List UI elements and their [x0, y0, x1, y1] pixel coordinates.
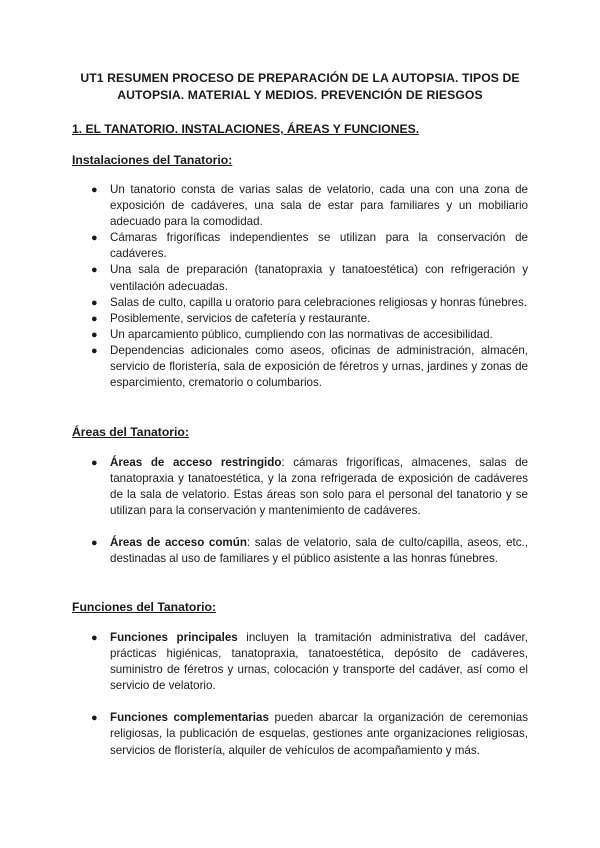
bullet-icon: ● — [91, 712, 98, 725]
bullet-icon: ● — [91, 632, 98, 644]
list-item-lead: Funciones principales — [110, 631, 238, 644]
list-item — [72, 295, 528, 311]
bullet-icon: ● — [91, 344, 98, 357]
bullet-icon: ● — [91, 232, 98, 245]
bullet-icon: ● — [91, 184, 98, 196]
list-item — [72, 710, 528, 758]
subheading-funciones: Funciones del Tanatorio: — [72, 600, 216, 614]
list-item-text: : cámaras frigoríficas, almacenes, salas de tanatopraxia y tanatoestética, y la zona refrigerada de exposición de cadáveres de la sala de velatorio. Estas áreas son solo para el personal del tanatorio y se utilizan para la conservación y mantenimiento de cadáveres. — [110, 456, 528, 518]
list-item — [72, 630, 528, 694]
areas-list — [72, 455, 528, 584]
bullet-icon: ● — [91, 328, 98, 341]
list-item — [72, 230, 528, 262]
bullet-icon: ● — [91, 537, 98, 550]
section-heading-tanatorio: 1. EL TANATORIO. INSTALACIONES, ÁREAS Y FUNCIONES. — [72, 122, 420, 136]
list-item-text: Posiblemente, servicios de cafetería y restaurante. — [110, 311, 371, 325]
bullet-icon: ● — [91, 312, 98, 325]
document-title: UT1 RESUMEN PROCESO DE PREPARACIÓN DE LA AUTOPSIA. TIPOS DE AUTOPSIA. MATERIAL Y MEDIOS. PREVENCIÓN DE RIESGOS — [80, 71, 520, 102]
instalaciones-list — [72, 182, 528, 391]
subheading-areas: Áreas del Tanatorio: — [72, 425, 189, 439]
list-item-text: Un tanatorio consta de varias salas de velatorio, cada una con una zona de exposición de cadáveres, una sala de estar para familiares y un mobiliario adecuado para la comodidad. — [110, 183, 528, 229]
bullet-icon: ● — [91, 296, 98, 309]
list-item-lead: Funciones complementarias — [110, 711, 269, 725]
list-item — [72, 535, 528, 567]
list-item-lead: Áreas de acceso común — [110, 536, 247, 550]
bullet-icon: ● — [91, 457, 98, 469]
subheading-instalaciones: Instalaciones del Tanatorio: — [72, 153, 233, 167]
list-item-text: Un aparcamiento público, cumpliendo con las normativas de accesibilidad. — [110, 327, 493, 341]
list-item — [72, 311, 528, 327]
list-item-text: pueden abarcar la organización de ceremonias religiosas, la publicación de esquelas, gestiones ante organizaciones religiosas, servicios de floristería, alquiler de vehículos de acompañamiento y más. — [110, 711, 528, 757]
bullet-icon: ● — [91, 264, 98, 277]
list-item-text: incluyen la tramitación administrativa del cadáver, prácticas higiénicas, tanatopraxia, tanatoestética, depósito de cadáveres, suministro de féretros y urnas, colocación y transporte del cadáver, así como el servicio de velatorio. — [110, 631, 528, 693]
list-item-text: Dependencias adicionales como aseos, oficinas de administración, almacén, servicio de floristería, sala de exposición de féretros y urnas, jardines y zonas de esparcimiento, crematorio o columbarios. — [110, 343, 528, 390]
list-item-text: Salas de culto, capilla u oratorio para celebraciones religiosas y honras fúnebres. — [110, 295, 527, 309]
list-item — [72, 455, 528, 519]
list-item-lead: Áreas de acceso restringido — [110, 456, 282, 469]
funciones-list — [72, 630, 528, 775]
list-item — [72, 262, 528, 294]
list-item-text: Una sala de preparación (tanatopraxia y tanatoestética) con refrigeración y ventilación adecuadas. — [110, 263, 528, 293]
list-item — [72, 327, 528, 343]
list-item-text: Cámaras frigoríficas independientes se utilizan para la conservación de cadáveres. — [110, 231, 528, 261]
list-item — [72, 343, 528, 391]
list-item-text: : salas de velatorio, sala de culto/capilla, aseos, etc., destinadas al uso de familiares y el público asistente a las honras fúnebres. — [110, 536, 528, 566]
list-item — [72, 182, 528, 230]
